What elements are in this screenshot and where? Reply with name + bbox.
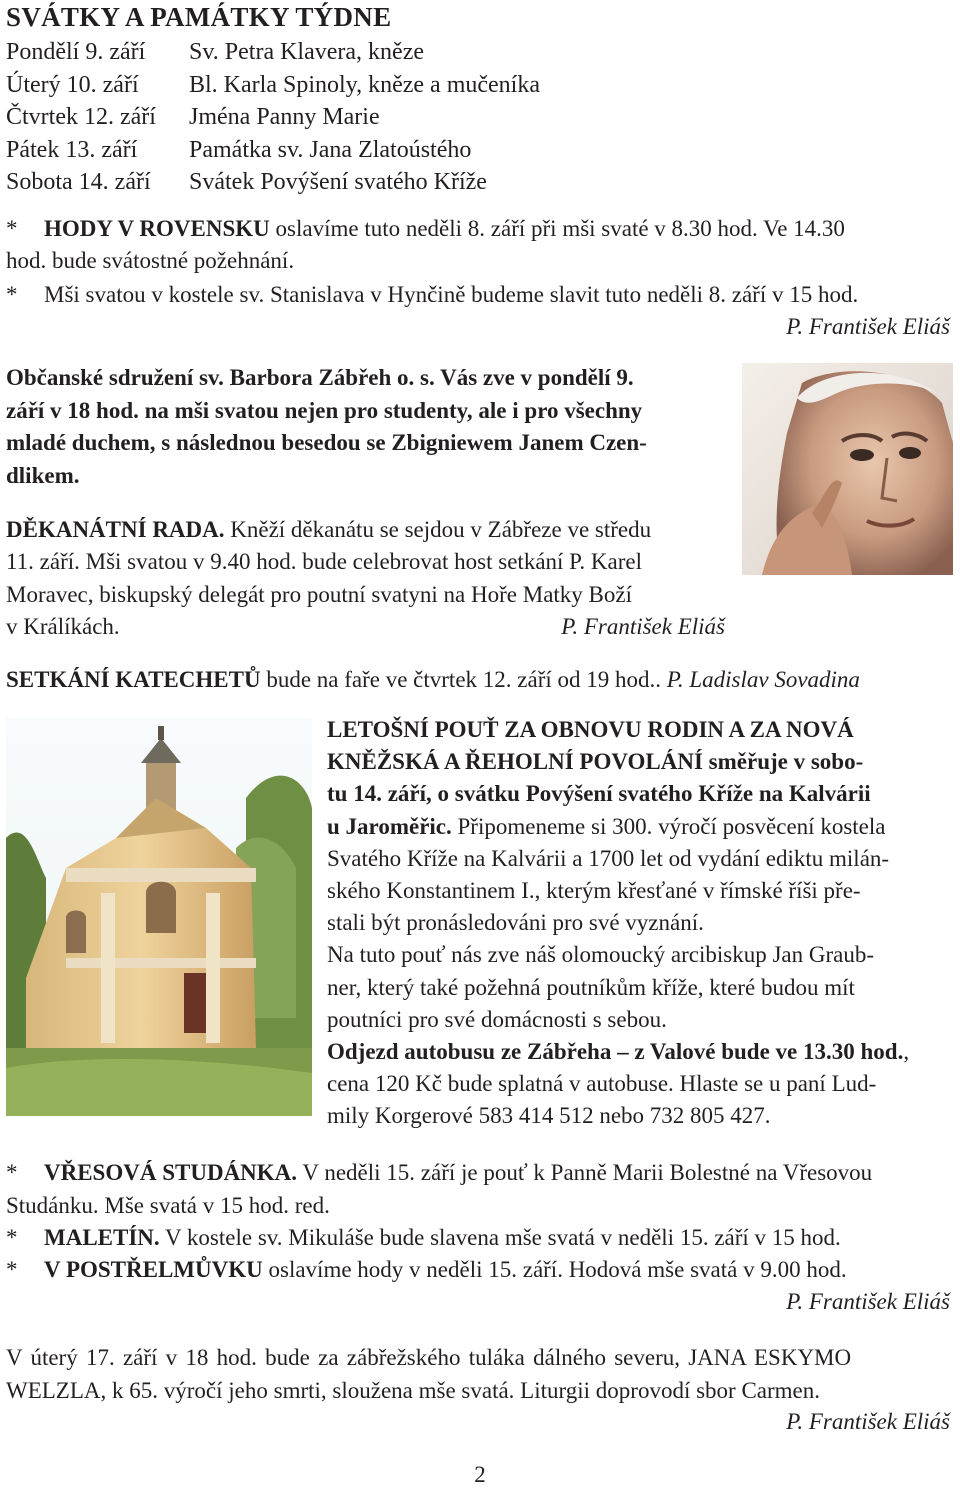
- signature: P. František Eliáš: [786, 314, 950, 339]
- feast-name: Bl. Karla Spinoly, kněze a mučeníka: [189, 71, 540, 98]
- pout-line: Na tuto pouť nás zve náš olomoucký arcibiskup Jan Graub-: [327, 942, 875, 968]
- pout-line: cena 120 Kč bude splatná v autobuse. Hlaste se u paní Lud-: [327, 1071, 877, 1097]
- feast-row: [6, 134, 540, 167]
- postrelmuvek-title: V POSTŘELMŮVKU: [44, 1257, 263, 1282]
- page-number: 2: [474, 1462, 486, 1487]
- feast-name: Památka sv. Jana Zlatoústého: [189, 136, 472, 163]
- dekanatni-line: v Králíkách.: [6, 613, 120, 639]
- pout-line: stali být pronásledováni pro své vyznání.: [327, 910, 704, 936]
- eskymo-line: V úterý 17. září v 18 hod. bude za zábřežského tuláka dálného severu, JANA ESKYMO: [6, 1345, 852, 1370]
- portrait-photo: [742, 363, 953, 575]
- maletin-title: MALETÍN.: [44, 1225, 160, 1250]
- feast-row: [6, 36, 540, 69]
- sdruzeni: [6, 362, 731, 492]
- dekanatni-rada: [6, 514, 731, 643]
- pout-line: KNĚŽSKÁ A ŘEHOLNÍ POVOLÁNÍ směřuje v sobo-: [327, 749, 864, 775]
- bullet-star: *: [6, 282, 18, 307]
- pout-line: Svatého Kříže na Kalvárii a 1700 let od vydání ediktu milán-: [327, 845, 890, 871]
- vresova-line2: Studánku. Mše svatá v 15 hod. red.: [6, 1192, 330, 1218]
- pout-line: mily Korgerové 583 414 512 nebo 732 805 427.: [327, 1103, 771, 1129]
- feast-row: [6, 101, 540, 134]
- feast-name: Sv. Petra Klavera, kněze: [189, 39, 425, 65]
- feast-day: Pondělí 9. září: [6, 39, 146, 65]
- pout-place: u Jaroměřic.: [327, 813, 452, 839]
- signature: P. František Eliáš: [786, 1409, 950, 1434]
- pout-line: LETOŠNÍ POUŤ ZA OBNOVU RODIN A ZA NOVÁ: [327, 717, 854, 742]
- pout-line: ner, který také požehná poutníkům kříže, které budou mít: [327, 974, 855, 1000]
- hyncina: [6, 279, 956, 311]
- vresova-text: V neděli 15. září je pouť k Panně Marii Bolestné na Vřesovou: [297, 1160, 873, 1185]
- bullet-star: *: [6, 1160, 18, 1185]
- hody-text: oslavíme tuto neděli 8. září při mši svaté v 8.30 hod. Ve 14.30: [269, 216, 845, 241]
- sdruzeni-line: Občanské sdružení sv. Barbora Zábřeh o. s. Vás zve v pondělí 9.: [6, 365, 634, 390]
- katecheti-title: SETKÁNÍ KATECHETŮ: [6, 667, 261, 692]
- sdruzeni-line: mladé duchem, s následnou besedou se Zbigniewem Janem Czen-: [6, 430, 647, 455]
- hody-title: HODY V ROVENSKU: [44, 216, 270, 241]
- dekanatni-line: 11. září. Mši svatou v 9.40 hod. bude celebrovat host setkání P. Karel: [6, 549, 642, 575]
- page-heading: SVÁTKY A PAMÁTKY TÝDNE: [6, 2, 392, 32]
- sdruzeni-line: dlikem.: [6, 462, 80, 488]
- feast-row: [6, 166, 540, 199]
- pout-text: Připomeneme si 300. výročí posvěcení kostela: [451, 813, 886, 839]
- feast-list: [6, 36, 540, 199]
- feast-name: Jména Panny Marie: [189, 104, 380, 130]
- dekanatni-line: Moravec, biskupský delegát pro poutní svatyni na Hoře Matky Boží: [6, 581, 632, 607]
- signature: P. František Eliáš: [561, 613, 725, 639]
- bullet-star: *: [6, 216, 18, 241]
- maletin: [6, 1222, 956, 1254]
- feast-row: [6, 69, 540, 102]
- pout-line: poutníci pro své domácnosti s sebou.: [327, 1006, 667, 1032]
- hody-text-line2: hod. bude svátostné požehnání.: [6, 247, 295, 273]
- sdruzeni-line: září v 18 hod. na mši svatou nejen pro studenty, ale i pro všechny: [6, 397, 643, 423]
- pout: [327, 714, 952, 1133]
- hody-rovensko: [6, 213, 956, 277]
- katecheti-text: bude na faře ve čtvrtek 12. září od 19 hod..: [260, 667, 667, 692]
- feast-day: Pátek 13. září: [6, 136, 138, 163]
- dekanatni-title: DĚKANÁTNÍ RADA.: [6, 517, 225, 542]
- vresova-studanka: [6, 1157, 956, 1222]
- church-photo: [6, 718, 312, 1116]
- bullet-star: *: [6, 1257, 18, 1282]
- eskymo: [6, 1342, 956, 1407]
- katecheti: [6, 664, 956, 696]
- hyncina-text: Mši svatou v kostele sv. Stanislava v Hynčině budeme slavit tuto neděli 8. září v 15 hod.: [44, 282, 859, 307]
- maletin-text: V kostele sv. Mikuláše bude slavena mše svatá v neděli 15. září v 15 hod.: [159, 1225, 841, 1250]
- postrelmuvek: [6, 1254, 956, 1286]
- feast-day: Čtvrtek 12. září: [6, 104, 156, 130]
- pout-text: ,: [903, 1039, 910, 1065]
- eskymo-line: WELZLA, k 65. výročí jeho smrti, sloužena mše svatá. Liturgii doprovodí sbor Carmen.: [6, 1377, 820, 1403]
- feast-day: Sobota 14. září: [6, 169, 151, 195]
- dekanatni-text: Kněží děkanátu se sejdou v Zábřeze ve středu: [224, 517, 652, 542]
- vresova-title: VŘESOVÁ STUDÁNKA.: [44, 1160, 298, 1185]
- signature: P. František Eliáš: [786, 1289, 950, 1314]
- signature: P. Ladislav Sovadina: [666, 667, 860, 692]
- pout-line: ského Konstantinem I., kterým křesťané v římské říši pře-: [327, 878, 861, 904]
- pout-line: tu 14. září, o svátku Povýšení svatého Kříže na Kalvárii: [327, 781, 871, 807]
- feast-name: Svátek Povýšení svatého Kříže: [189, 169, 487, 195]
- bullet-star: *: [6, 1225, 18, 1250]
- feast-day: Úterý 10. září: [6, 71, 139, 98]
- pout-bus: Odjezd autobusu ze Zábřeha – z Valové bude ve 13.30 hod.: [327, 1039, 904, 1065]
- postrelmuvek-text: oslavíme hody v neděli 15. září. Hodová mše svatá v 9.00 hod.: [262, 1257, 847, 1282]
